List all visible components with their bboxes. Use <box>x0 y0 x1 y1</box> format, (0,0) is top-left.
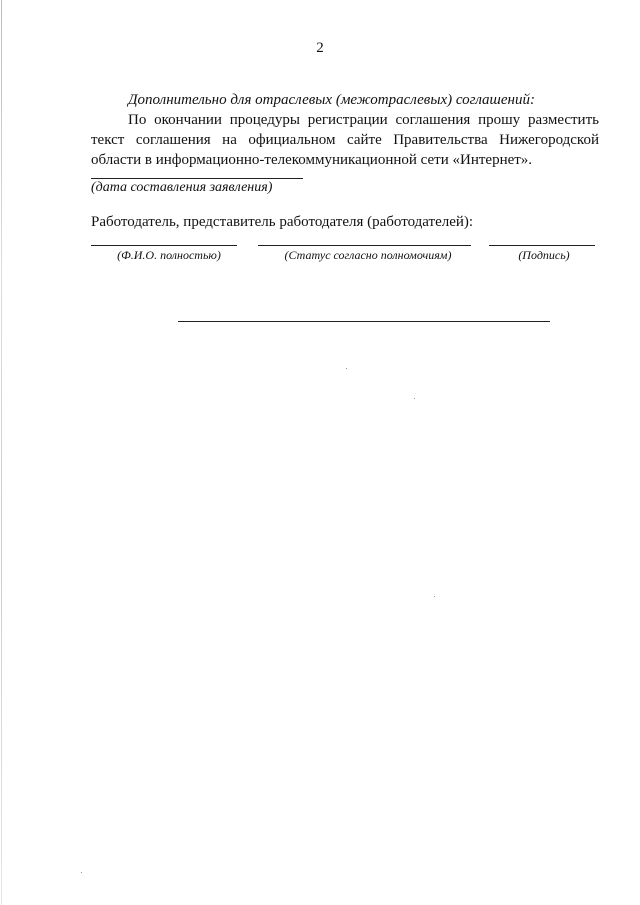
date-signature-line <box>91 178 303 179</box>
employer-label: Работодатель, представитель работодателя (работодателей): <box>91 214 474 230</box>
date-caption: (дата составления заявления) <box>91 180 273 195</box>
page-number: 2 <box>316 40 324 56</box>
name-caption: (Ф.И.О. полностью) <box>117 248 221 262</box>
status-caption: (Статус согласно полномочиям) <box>284 248 452 262</box>
note-title: Дополнительно для отраслевых (межотраслевых) соглашений: <box>128 92 535 108</box>
signature-line <box>489 245 595 246</box>
scan-speck <box>434 596 435 597</box>
request-paragraph: По окончании процедуры регистрации соглашения прошу разместить текст соглашения на официальном сайте Правительства Нижегородской области в информационно-телекоммуникационной сети «Интернет». <box>91 112 599 168</box>
scan-speck <box>346 368 347 369</box>
document-end-line <box>178 321 550 322</box>
name-signature-line <box>91 245 237 246</box>
scan-speck <box>81 872 82 873</box>
status-signature-line <box>258 245 471 246</box>
scan-edge-shadow <box>1 0 2 905</box>
signature-caption: (Подпись) <box>518 248 570 262</box>
scan-speck <box>414 398 415 399</box>
